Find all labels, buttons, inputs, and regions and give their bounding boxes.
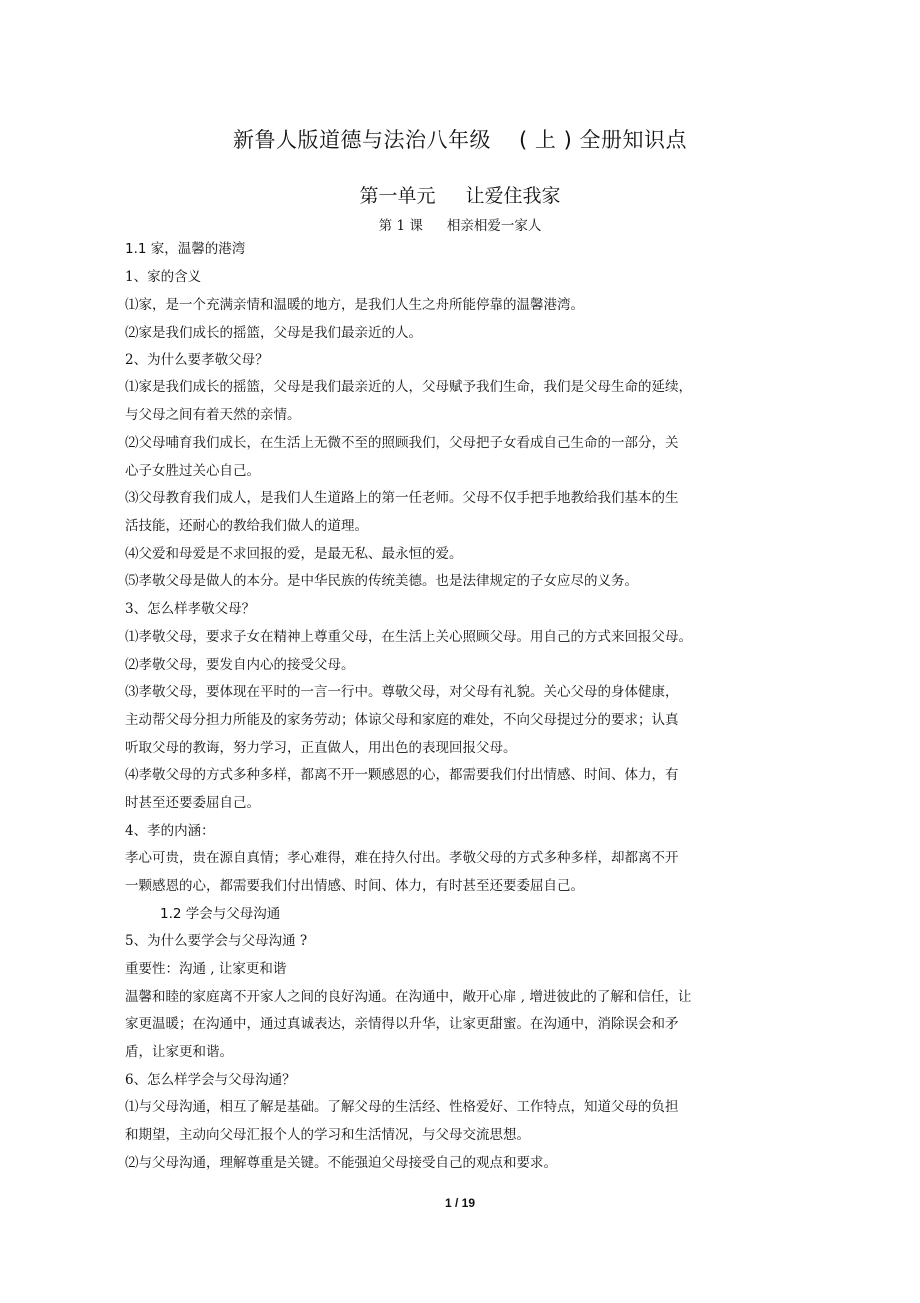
question-heading: 5、为什么要学会与父母沟通 ? xyxy=(125,933,308,949)
text-line: 和期望，主动向父母汇报个人的学习和生活情况，与父母交流思想。 xyxy=(125,1127,530,1143)
question-heading: 4、孝的内涵： xyxy=(125,823,215,839)
text-line: 温馨和睦的家庭离不开家人之间的良好沟通。在沟通中，敞开心扉 , 增进彼此的了解和信任，让 xyxy=(125,989,692,1005)
document-title xyxy=(0,124,920,154)
question-heading: 2、为什么要孝敬父母？ xyxy=(125,352,269,368)
text-line: ⑷父爱和母爱是不求回报的爱，是最无私、最永恒的爱。 xyxy=(125,546,463,562)
text-line: 家更温暖；在沟通中，通过真诚表达，亲情得以升华，让家更甜蜜。在沟通中，消除误会和矛 xyxy=(125,1016,679,1032)
text-line: ⑷孝敬父母的方式多种多样，都离不开一颗感恩的心，都需要我们付出情感、时间、体力，有 xyxy=(125,767,679,783)
question-heading: 6、怎么样学会与父母沟通？ xyxy=(125,1072,296,1088)
unit-number: 第一单元 xyxy=(359,185,436,207)
text-line: ⑵与父母沟通，理解尊重是关键。不能强迫父母接受自己的观点和要求。 xyxy=(125,1155,557,1171)
text-line: 活技能，还耐心的教给我们做人的道理。 xyxy=(125,518,368,534)
unit-heading xyxy=(0,181,920,208)
text-line: ⑸孝敬父母是做人的本分。是中华民族的传统美德。也是法律规定的子女应尽的义务。 xyxy=(125,573,638,589)
text-line: 听取父母的教诲，努力学习，正直做人，用出色的表现回报父母。 xyxy=(125,740,517,756)
text-line: ⑴与父母沟通，相互了解是基础。了解父母的生活经、性格爱好、工作特点，知道父母的负担 xyxy=(125,1099,679,1115)
text-line: ⑶父母教育我们成人，是我们人生道路上的第一任老师。父母不仅手把手地教给我们基本的生 xyxy=(125,490,679,506)
text-line: ⑵孝敬父母，要发自内心的接受父母。 xyxy=(125,657,355,673)
question-heading: 3、怎么样孝敬父母？ xyxy=(125,601,256,617)
question-heading: 1、家的含义 xyxy=(125,269,202,285)
text-line: 时甚至还要委屈自己。 xyxy=(125,795,260,811)
text-line: ⑶孝敬父母，要体现在平时的一言一行中。尊敬父母，对父母有礼貌。关心父母的身体健康， xyxy=(125,684,679,700)
text-line: ⑴孝敬父母，要求子女在精神上尊重父母，在生活上关心照顾父母。用自己的方式来回报父母。 xyxy=(125,629,692,645)
title-main: 新鲁人版道德与法治八年级 xyxy=(233,128,492,152)
text-line: 孝心可贵，贵在源自真情；孝心难得，难在持久付出。孝敬父母的方式多种多样，却都离不开 xyxy=(125,850,679,866)
text-line: 盾，让家更和谐。 xyxy=(125,1044,233,1060)
title-tail: ( 上 ) 全册知识点 xyxy=(519,128,687,152)
text-line: 主动帮父母分担力所能及的家务劳动；体谅父母和家庭的难处，不向父母提过分的要求；认真 xyxy=(125,712,679,728)
text-line: 与父母之间有着天然的亲情。 xyxy=(125,407,301,423)
text-line: 重要性：沟通 , 让家更和谐 xyxy=(125,961,287,977)
lesson-number: 第 1 课 xyxy=(378,218,423,234)
text-line: ⑴家，是一个充满亲情和温暖的地方，是我们人生之舟所能停靠的温馨港湾。 xyxy=(125,297,584,313)
lesson-name: 相亲相爱一家人 xyxy=(446,218,542,234)
lesson-heading xyxy=(0,214,920,234)
text-line: ⑵父母哺育我们成长，在生活上无微不至的照顾我们，父母把子女看成自己生命的一部分，关 xyxy=(125,435,679,451)
text-line: ⑵家是我们成长的摇篮，父母是我们最亲近的人。 xyxy=(125,325,422,341)
section-heading: 1.1 家，温馨的港湾 xyxy=(125,241,246,257)
page-number: 1 / 19 xyxy=(444,1196,476,1210)
text-line: 心子女胜过关心自己。 xyxy=(125,463,260,479)
text-line: ⑴家是我们成长的摇篮，父母是我们最亲近的人，父母赋予我们生命，我们是父母生命的延续， xyxy=(125,379,692,395)
unit-name: 让爱住我家 xyxy=(465,185,561,207)
text-line: 一颗感恩的心，都需要我们付出情感、时间、体力，有时甚至还要委屈自己。 xyxy=(125,878,584,894)
section-heading: 1.2 学会与父母沟通 xyxy=(160,906,281,922)
